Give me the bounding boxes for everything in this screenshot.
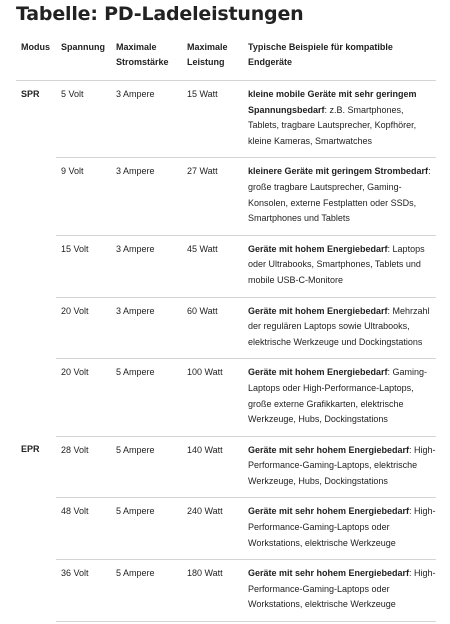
cell-current: 3 Ampere <box>111 297 182 359</box>
cell-power: 27 Watt <box>182 158 243 235</box>
examples-text: : Laptops oder Ultrabooks, Smartphones, Tablets und mobile USB-C-Monitore <box>248 243 425 285</box>
header-voltage: Spannung <box>56 38 111 81</box>
cell-examples <box>243 436 436 498</box>
cell-current: 5 Ampere <box>111 359 182 436</box>
examples-text: : High-Performance-Gaming-Laptops oder Workstations, elektrische Werkzeuge <box>248 506 436 548</box>
examples-highlight: Geräte mit sehr hohem Energiebedarf <box>248 506 410 517</box>
examples-highlight: Geräte mit sehr hohem Energiebedarf <box>248 444 410 455</box>
table-row <box>16 297 436 359</box>
cell-examples <box>243 498 436 560</box>
cell-mode-spr: SPR <box>21 89 40 99</box>
examples-text: : große tragbare Lautsprecher, Gaming-Konsolen, externe Festplatten oder SSDs, Smartphones und Tablets <box>248 166 431 224</box>
cell-current: 3 Ampere <box>111 158 182 235</box>
examples-highlight: kleinere Geräte mit geringem Strombedarf <box>248 166 429 177</box>
cell-voltage: 36 Volt <box>56 560 111 622</box>
cell-examples <box>243 560 436 622</box>
examples-text: : High-Performance-Gaming-Laptops, elektrische Werkzeuge, Hubs, Dockingstations <box>248 444 436 486</box>
examples-highlight: Geräte mit hohem Energiebedarf <box>248 305 388 316</box>
cell-voltage: 48 Volt <box>56 498 111 560</box>
cell-power: 140 Watt <box>182 436 243 498</box>
cell-voltage: 9 Volt <box>56 158 111 235</box>
examples-highlight: kleine mobile Geräte mit sehr geringem Spannungsbedarf <box>248 89 417 115</box>
cell-examples <box>243 81 436 158</box>
table-row <box>16 560 436 622</box>
cell-power: 100 Watt <box>182 359 243 436</box>
cell-current: 3 Ampere <box>111 81 182 158</box>
cell-power: 45 Watt <box>182 235 243 297</box>
header-current: Maximale Stromstärke <box>111 38 182 81</box>
examples-text: : High-Performance-Gaming-Laptops oder Workstations, elektrische Werkzeuge <box>248 568 436 610</box>
cell-examples <box>243 359 436 436</box>
cell-current: 5 Ampere <box>111 560 182 622</box>
table-row <box>16 158 436 235</box>
cell-examples <box>243 158 436 235</box>
table-row <box>16 235 436 297</box>
header-power: Maximale Leistung <box>182 38 243 81</box>
examples-highlight: Geräte mit hohem Energiebedarf <box>248 243 388 254</box>
cell-current: 5 Ampere <box>111 498 182 560</box>
header-examples: Typische Beispiele für kompatible Endgeräte <box>243 38 436 81</box>
examples-text: : Mehrzahl der regulären Laptops sowie Ultrabooks, elektrische Werkzeuge und Dockingstations <box>248 305 430 347</box>
cell-power: 15 Watt <box>182 81 243 158</box>
cell-power: 60 Watt <box>182 297 243 359</box>
table-header-row <box>16 38 436 81</box>
pd-charging-table <box>16 38 436 622</box>
table-row <box>16 81 436 158</box>
cell-power: 180 Watt <box>182 560 243 622</box>
cell-mode-epr: EPR <box>21 444 40 455</box>
header-mode: Modus <box>16 38 56 81</box>
page-title: Tabelle: PD-Ladeleistungen <box>16 3 304 25</box>
examples-highlight: Geräte mit hohem Energiebedarf <box>248 367 388 378</box>
cell-voltage: 20 Volt <box>56 359 111 436</box>
table-row <box>16 359 436 436</box>
examples-text: : z.B. Smartphones, Tablets, tragbare Lautsprecher, Kopfhörer, kleine Kameras, Smartwatches <box>248 104 417 146</box>
table-row <box>16 436 436 498</box>
cell-examples <box>243 235 436 297</box>
cell-voltage: 15 Volt <box>56 235 111 297</box>
cell-current: 3 Ampere <box>111 235 182 297</box>
cell-current: 5 Ampere <box>111 436 182 498</box>
cell-voltage: 20 Volt <box>56 297 111 359</box>
cell-examples <box>243 297 436 359</box>
cell-power: 240 Watt <box>182 498 243 560</box>
table-row <box>16 498 436 560</box>
cell-voltage: 28 Volt <box>56 436 111 498</box>
examples-highlight: Geräte mit sehr hohem Energiebedarf <box>248 568 410 579</box>
cell-voltage: 5 Volt <box>56 81 111 158</box>
examples-text: : Gaming-Laptops oder High-Performance-Laptops, große externe Grafikkarten, elektrische Werkzeuge, Hubs, Dockingstations <box>248 367 428 425</box>
